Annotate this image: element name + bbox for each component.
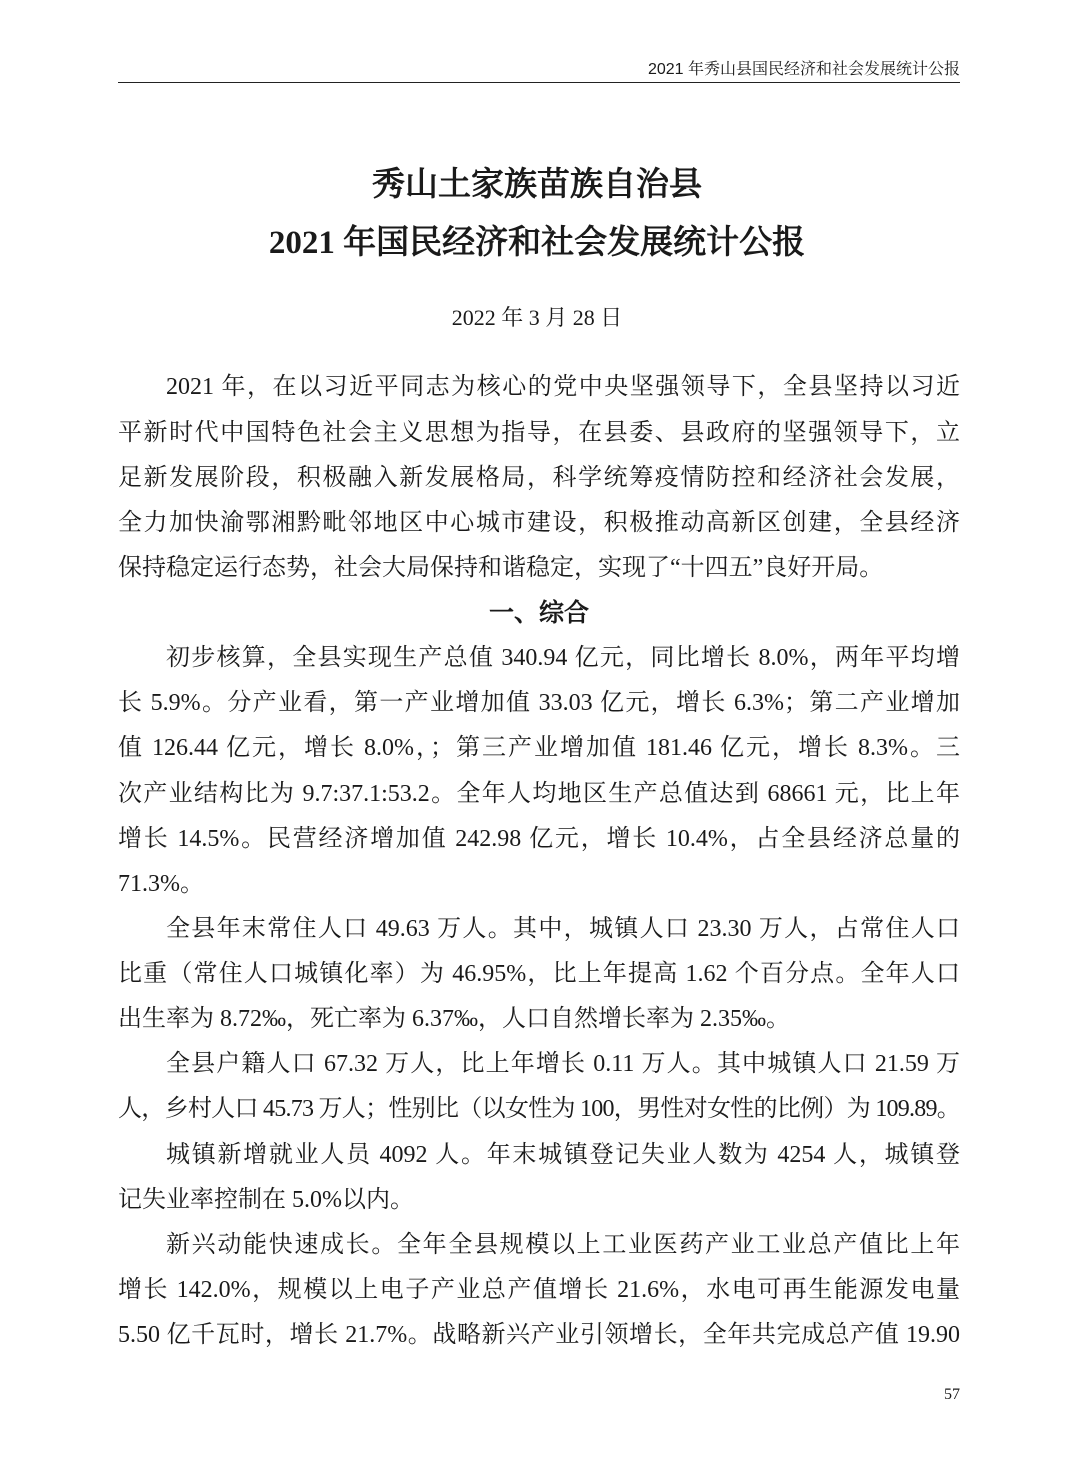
running-header: 2021 年秀山县国民经济和社会发展统计公报 [647,61,960,78]
document-title-line-1: 秀山土家族苗族自治县 [372,167,702,203]
body-text [118,365,960,1358]
text-line: 2021 年，在以习近平同志为核心的党中央坚强领导下，全县坚持以习近 [166,374,960,401]
text-line: 71.3%。 [118,870,204,897]
text-line: 人，乡村人口 45.73 万人；性别比（以女性为 100，男性对女性的比例）为 109.89。 [118,1096,960,1123]
text-line: 记失业率控制在 5.0%以内。 [118,1186,414,1213]
text-line: 全力加快渝鄂湘黔毗邻地区中心城市建设，积极推动高新区创建，全县经济 [118,509,960,536]
section-heading: 一、综合 [488,600,589,628]
document-title-line-2: 2021 年国民经济和社会发展统计公报 [268,225,806,261]
paragraph [118,1133,960,1223]
text-line: 平新时代中国特色社会主义思想为指导，在县委、县政府的坚强领导下，立 [118,419,960,446]
paragraph [118,636,960,907]
text-line: 长 5.9%。分产业看，第一产业增加值 33.03 亿元，增长 6.3%；第二产业增加 [118,690,960,717]
text-line: 增长 14.5%。民营经济增加值 242.98 亿元，增长 10.4%，占全县经济总量的 [118,825,960,852]
paragraph [118,1223,960,1358]
text-line: 增长 142.0%，规模以上电子产业总产值增长 21.6%，水电可再生能源发电量 [118,1276,960,1303]
paragraph [118,1042,960,1132]
text-line: 比重（常住人口城镇化率）为 46.95%，比上年提高 1.62 个百分点。全年人口 [118,961,960,988]
text-line: 次产业结构比为 9.7:37.1:53.2。全年人均地区生产总值达到 68661 元，比上年 [118,780,960,807]
text-line: 值 126.44 亿元，增长 8.0%，；第三产业增加值 181.46 亿元，增长 8.3%。三 [118,735,960,762]
paragraph [118,907,960,1042]
text-line: 全县年末常住人口 49.63 万人。其中，城镇人口 23.30 万人，占常住人口 [166,915,960,942]
page-number: 57 [944,1386,960,1403]
text-line: 保持稳定运行态势，社会大局保持和谐稳定，实现了“十四五”良好开局。 [118,554,884,581]
text-line: 出生率为 8.72‰，死亡率为 6.37‰，人口自然增长率为 2.35‰。 [118,1006,790,1033]
text-line: 全县户籍人口 67.32 万人，比上年增长 0.11 万人。其中城镇人口 21.59 万 [166,1051,960,1078]
text-line: 初步核算，全县实现生产总值 340.94 亿元，同比增长 8.0%，两年平均增 [166,645,960,672]
text-line: 足新发展阶段，积极融入新发展格局，科学统筹疫情防控和经济社会发展， [118,464,960,491]
document-date: 2022 年 3 月 28 日 [451,305,623,330]
paragraph-intro [118,365,960,591]
header-rule [118,82,960,83]
text-line: 5.50 亿千瓦时，增长 21.7%。战略新兴产业引领增长，全年共完成总产值 19.90 [118,1322,960,1349]
text-line: 新兴动能快速成长。全年全县规模以上工业医药产业工业总产值比上年 [166,1231,960,1258]
text-line: 城镇新增就业人员 4092 人。年末城镇登记失业人数为 4254 人，城镇登 [166,1141,960,1168]
